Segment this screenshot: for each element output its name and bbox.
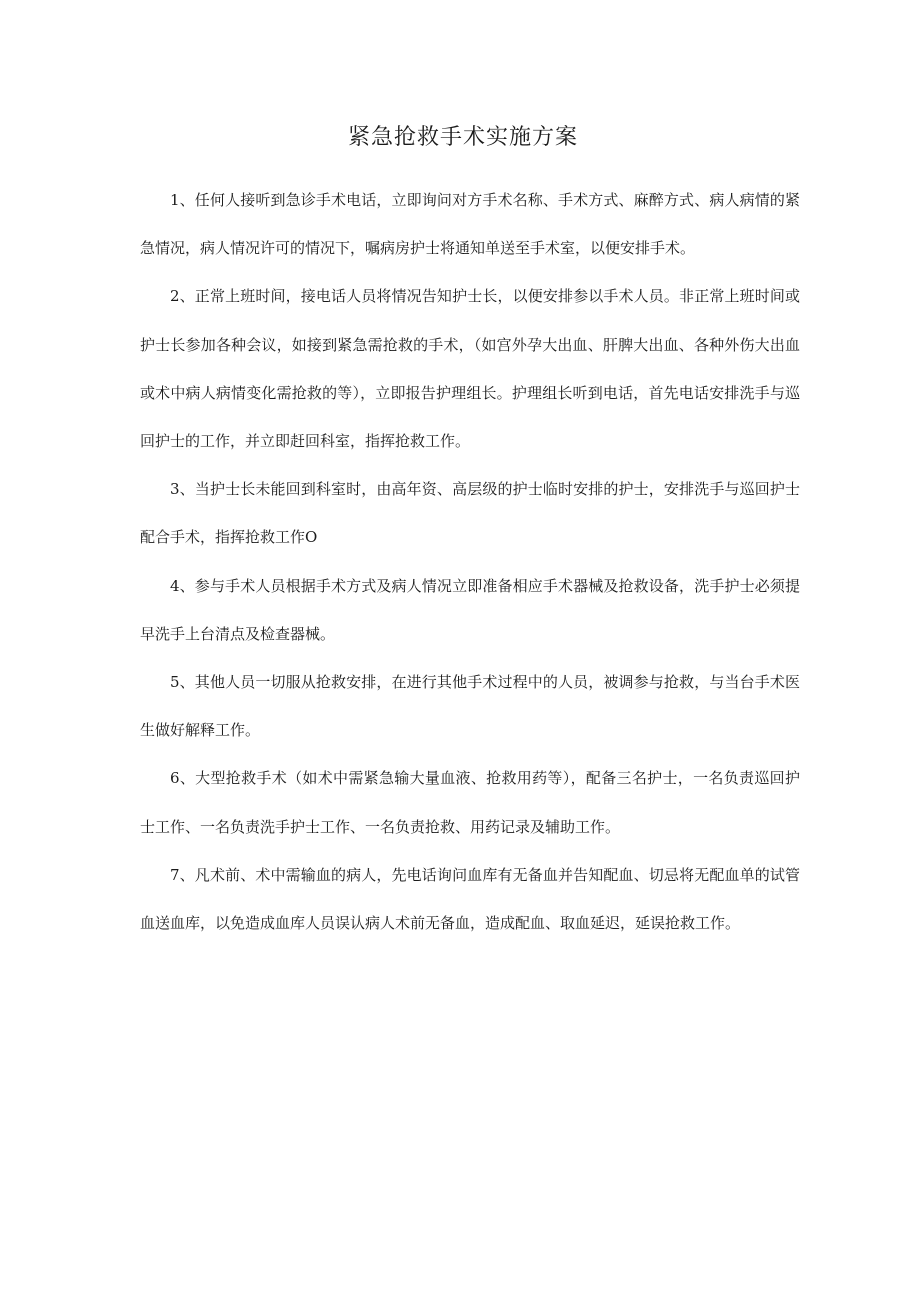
paragraph-3: 3、当护士长未能回到科室时，由高年资、高层级的护士临时安排的护士，安排洗手与巡回护士配合手术，指挥抢救工作O <box>140 480 800 547</box>
paragraph-6: 6、大型抢救手术（如术中需紧急输大量血液、抢救用药等），配备三名护士，一名负责巡回护士工作、一名负责洗手护士工作、一名负责抢救、用药记录及辅助工作。 <box>140 769 800 836</box>
document-title: 紧急抢救手术实施方案 <box>347 125 578 150</box>
document-body <box>140 176 800 947</box>
paragraph-2: 2、正常上班时间，接电话人员将情况告知护士长，以便安排参以手术人员。非正常上班时间或护士长参加各种会议，如接到紧急需抢救的手术，（如宫外孕大出血、肝脾大出血、各种外伤大出血或术中病人病情变化需抢救的等），立即报告护理组长。护理组长听到电话，首先电话安排洗手与巡回护士的工作，并立即赶回科室，指挥抢救工作。 <box>140 287 800 451</box>
paragraph-7: 7、凡术前、术中需输血的病人，先电话询问血库有无备血并告知配血、切忌将无配血单的试管血送血库，以免造成血库人员误认病人术前无备血，造成配血、取血延迟，延误抢救工作。 <box>140 865 800 933</box>
paragraph-4: 4、参与手术人员根据手术方式及病人情况立即准备相应手术器械及抢救设备，洗手护士必须提早洗手上台清点及检查器械。 <box>140 576 800 643</box>
paragraph-1: 1、任何人接听到急诊手术电话，立即询问对方手术名称、手术方式、麻醉方式、病人病情的紧急情况，病人情况许可的情况下，嘱病房护士将通知单送至手术室，以便安排手术。 <box>140 191 800 258</box>
paragraph-5: 5、其他人员一切服从抢救安排，在进行其他手术过程中的人员，被调参与抢救，与当台手术医生做好解释工作。 <box>140 673 800 740</box>
